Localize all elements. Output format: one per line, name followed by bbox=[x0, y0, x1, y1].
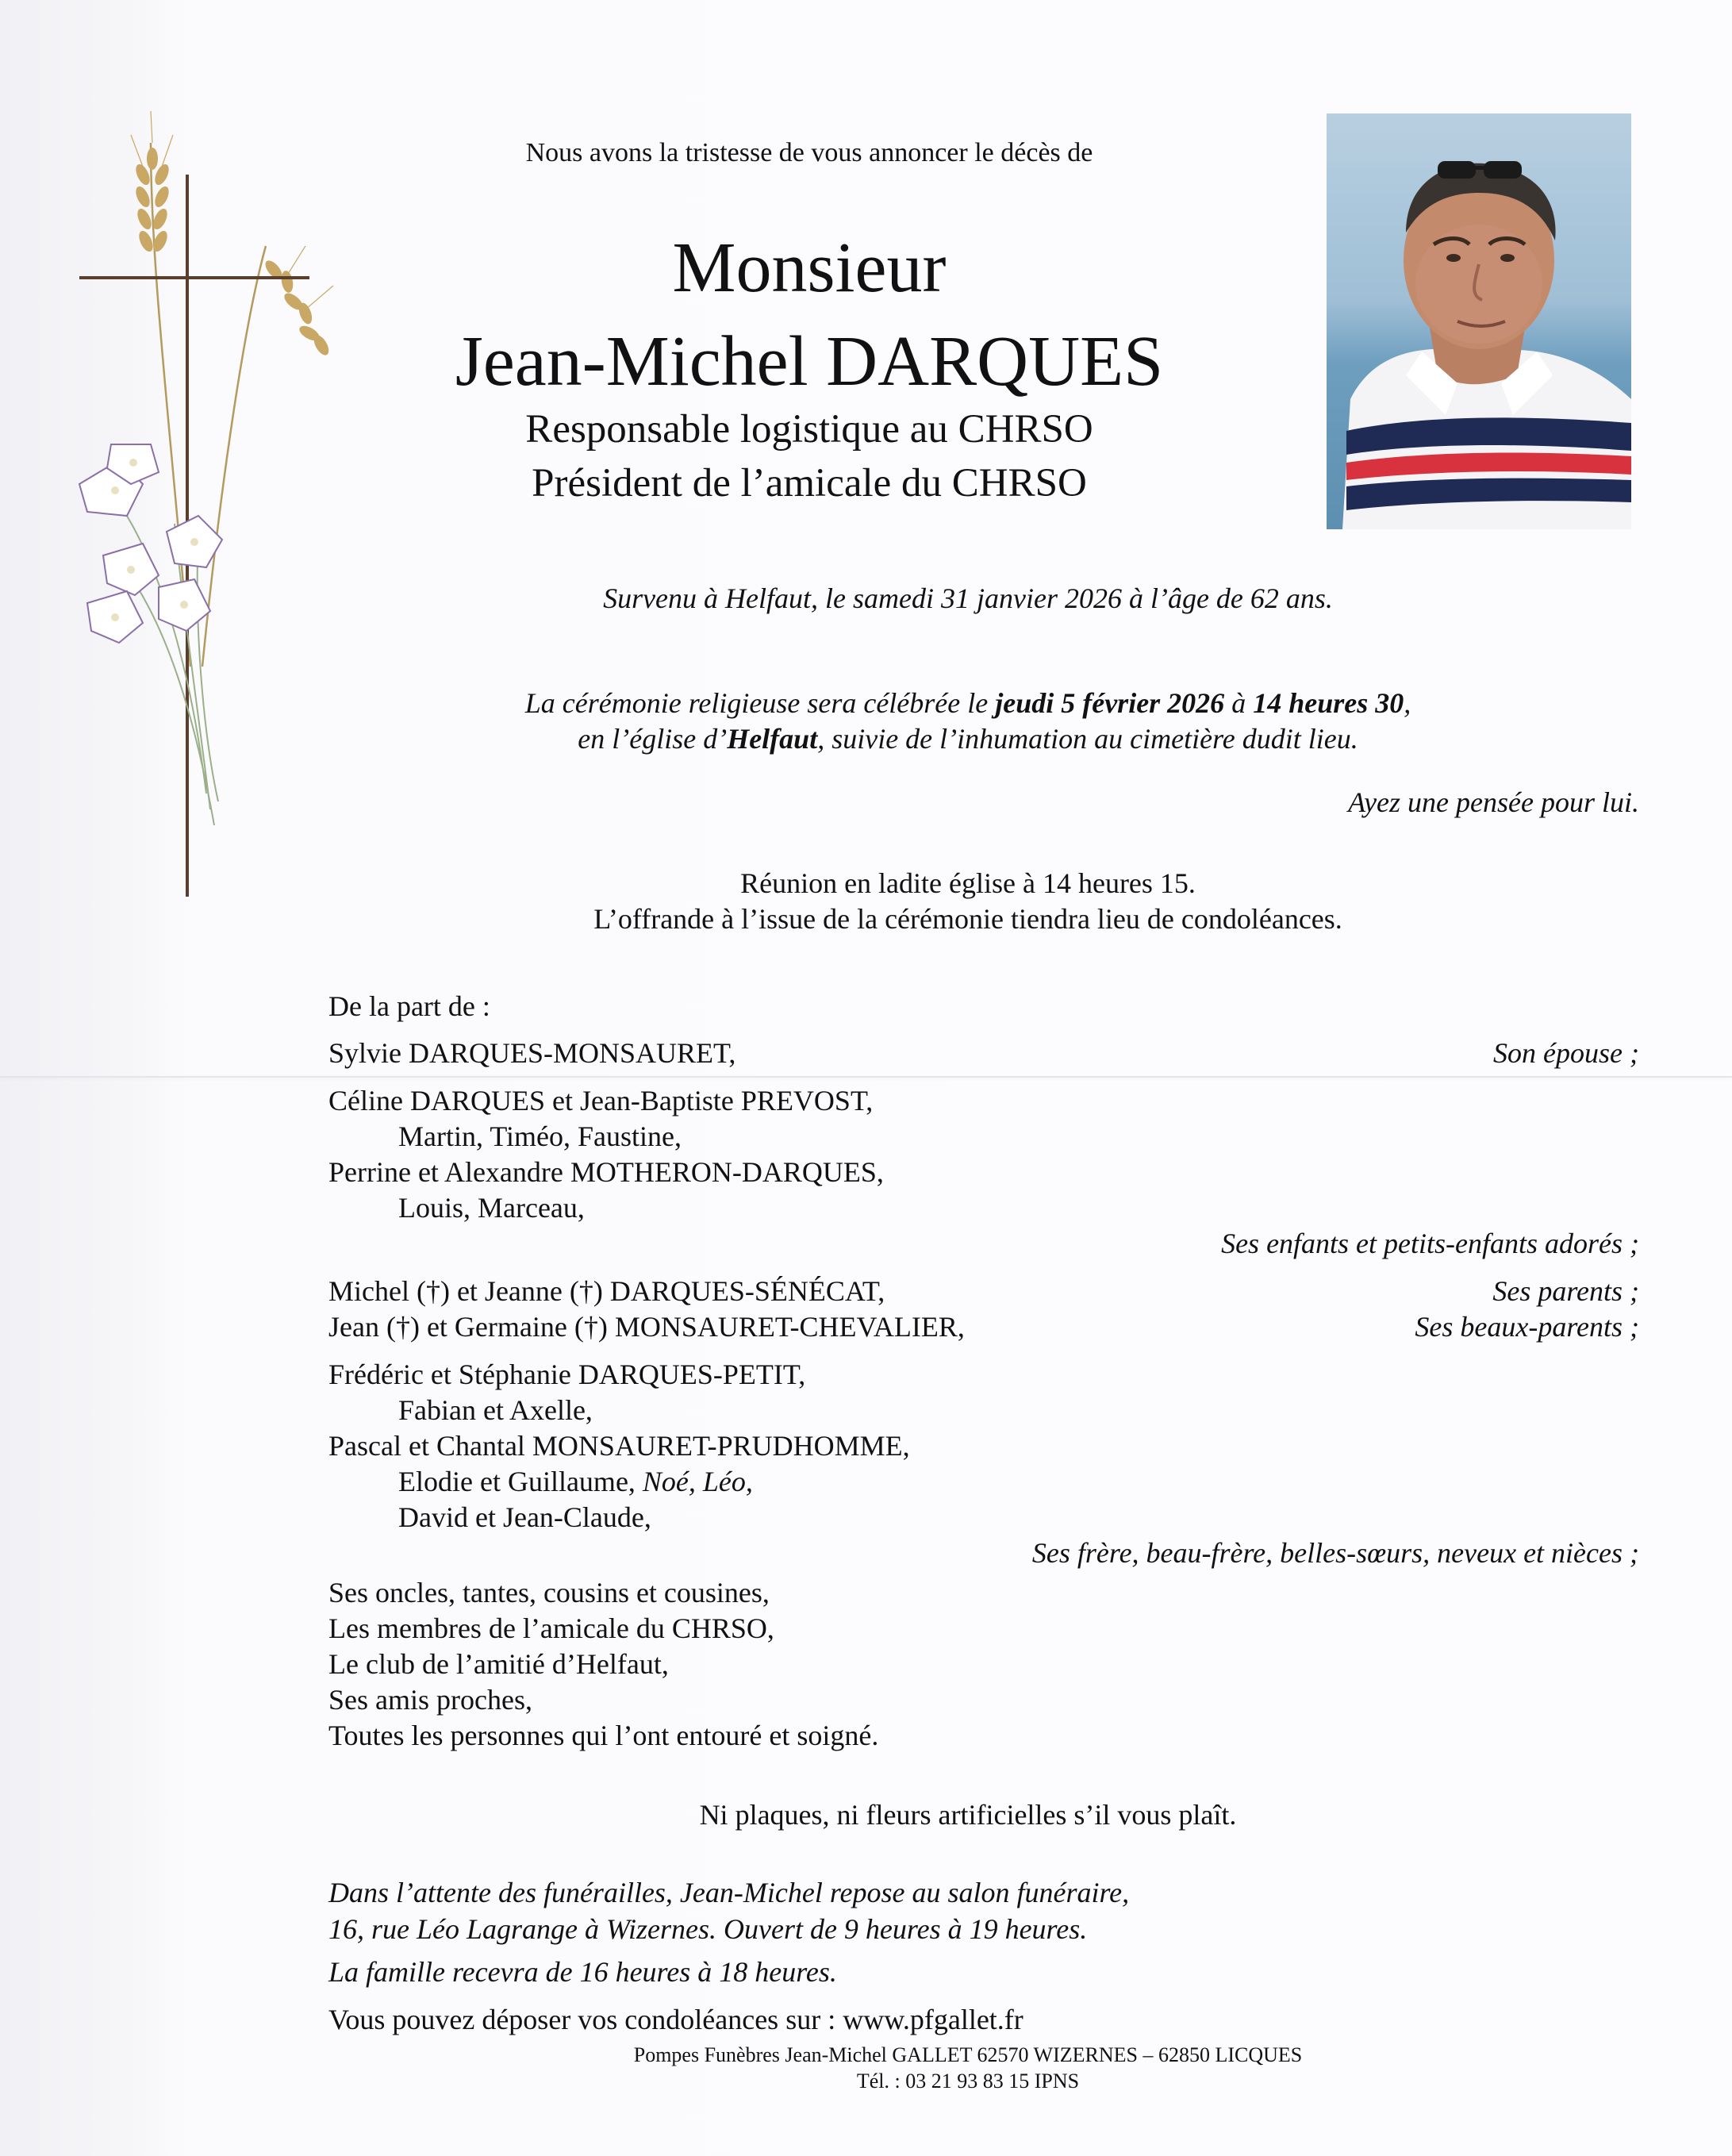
role-line-2: Président de l’amicale du CHRSO bbox=[532, 461, 1087, 505]
family-intro: De la part de : bbox=[328, 990, 490, 1022]
ceremony-line-2 bbox=[476, 722, 1460, 755]
portrait-photo bbox=[1327, 113, 1631, 529]
footer-contact: Tél. : 03 21 93 83 15 IPNS bbox=[856, 2070, 1080, 2093]
ceremony-line-1-post: , bbox=[1404, 687, 1411, 719]
children-line: Martin, Timéo, Faustine, bbox=[398, 1120, 682, 1152]
children-line: Céline DARQUES et Jean-Baptiste PREVOST, bbox=[328, 1085, 874, 1116]
siblings-line: Pascal et Chantal MONSAURET-PRUDHOMME, bbox=[328, 1430, 910, 1462]
ceremony-line-1-mid: à bbox=[1224, 687, 1254, 719]
role-line-1: Responsable logistique au CHRSO bbox=[525, 407, 1093, 452]
rest-line-1: Dans l’attente des funérailles, Jean-Michel repose au salon funéraire, bbox=[328, 1877, 1130, 1908]
ceremony-time: 14 heures 30 bbox=[1253, 687, 1404, 719]
others-line: Les membres de l’amicale du CHRSO, bbox=[328, 1612, 774, 1644]
siblings-line: Frédéric et Stéphanie DARQUES-PETIT, bbox=[328, 1359, 806, 1390]
spouse-name: Sylvie DARQUES-MONSAURET, bbox=[328, 1037, 736, 1069]
in-laws-relation: Ses beaux-parents ; bbox=[1415, 1311, 1639, 1343]
offering-line: L’offrande à l’issue de la cérémonie tiendra lieu de condoléances. bbox=[593, 903, 1342, 935]
ceremony-line-1 bbox=[476, 686, 1460, 720]
footer-company: Pompes Funèbres Jean-Michel GALLET 62570 WIZERNES – 62850 LICQUES bbox=[633, 2043, 1303, 2066]
siblings-line-text: Elodie et Guillaume, bbox=[398, 1466, 643, 1497]
parents-relation: Ses parents ; bbox=[1492, 1275, 1639, 1307]
ceremony-line-2-pre: en l’église d’ bbox=[578, 723, 728, 755]
thought-line: Ayez une pensée pour lui. bbox=[1348, 786, 1639, 818]
parents-name: Michel (†) et Jeanne (†) DARQUES-SÉNÉCAT, bbox=[328, 1275, 885, 1307]
cross-wheat-flowers-icon bbox=[32, 111, 349, 897]
ceremony-date: jeudi 5 février 2026 bbox=[995, 687, 1225, 719]
civility-title: Monsieur bbox=[672, 229, 947, 307]
condolences-line: Vous pouvez déposer vos condoléances sur : www.pfgallet.fr bbox=[328, 2004, 1023, 2035]
spouse-relation: Son épouse ; bbox=[1493, 1037, 1639, 1069]
deceased-name: Jean-Michel DARQUES bbox=[455, 322, 1164, 401]
siblings-line: David et Jean-Claude, bbox=[398, 1501, 651, 1533]
siblings-line bbox=[398, 1465, 753, 1498]
children-line: Louis, Marceau, bbox=[398, 1192, 585, 1224]
meeting-line: Réunion en ladite église à 14 heures 15. bbox=[740, 867, 1196, 899]
others-line: Ses oncles, tantes, cousins et cousines, bbox=[328, 1577, 770, 1608]
family-visit-line: La famille recevra de 16 heures à 18 heures. bbox=[328, 1956, 837, 1988]
siblings-relation: Ses frère, beau-frère, belles-sœurs, neveux et nièces ; bbox=[1031, 1537, 1639, 1569]
children-line: Perrine et Alexandre MOTHERON-DARQUES, bbox=[328, 1156, 884, 1188]
siblings-line: Fabian et Axelle, bbox=[398, 1394, 593, 1426]
siblings-line-italic: Noé, Léo, bbox=[642, 1466, 753, 1497]
ceremony-place: Helfaut bbox=[727, 723, 818, 755]
death-info: Survenu à Helfaut, le samedi 31 janvier 2026 à l’âge de 62 ans. bbox=[603, 582, 1333, 614]
intro-text: Nous avons la tristesse de vous annoncer le décès de bbox=[525, 138, 1093, 167]
rest-line-2: 16, rue Léo Lagrange à Wizernes. Ouvert de 9 heures à 19 heures. bbox=[328, 1913, 1088, 1945]
paper-fold-line bbox=[0, 1076, 1732, 1078]
in-laws-name: Jean (†) et Germaine (†) MONSAURET-CHEVALIER, bbox=[328, 1311, 965, 1343]
flowers-note: Ni plaques, ni fleurs artificielles s’il vous plaît. bbox=[699, 1799, 1237, 1831]
others-line: Toutes les personnes qui l’ont entouré et soigné. bbox=[328, 1720, 879, 1751]
ceremony-line-2-post: , suivie de l’inhumation au cimetière dudit lieu. bbox=[817, 723, 1358, 755]
ceremony-line-1-pre: La cérémonie religieuse sera célébrée le bbox=[524, 687, 996, 719]
others-line: Ses amis proches, bbox=[328, 1684, 532, 1716]
children-relation: Ses enfants et petits-enfants adorés ; bbox=[1221, 1228, 1639, 1259]
others-line: Le club de l’amitié d’Helfaut, bbox=[328, 1648, 669, 1680]
